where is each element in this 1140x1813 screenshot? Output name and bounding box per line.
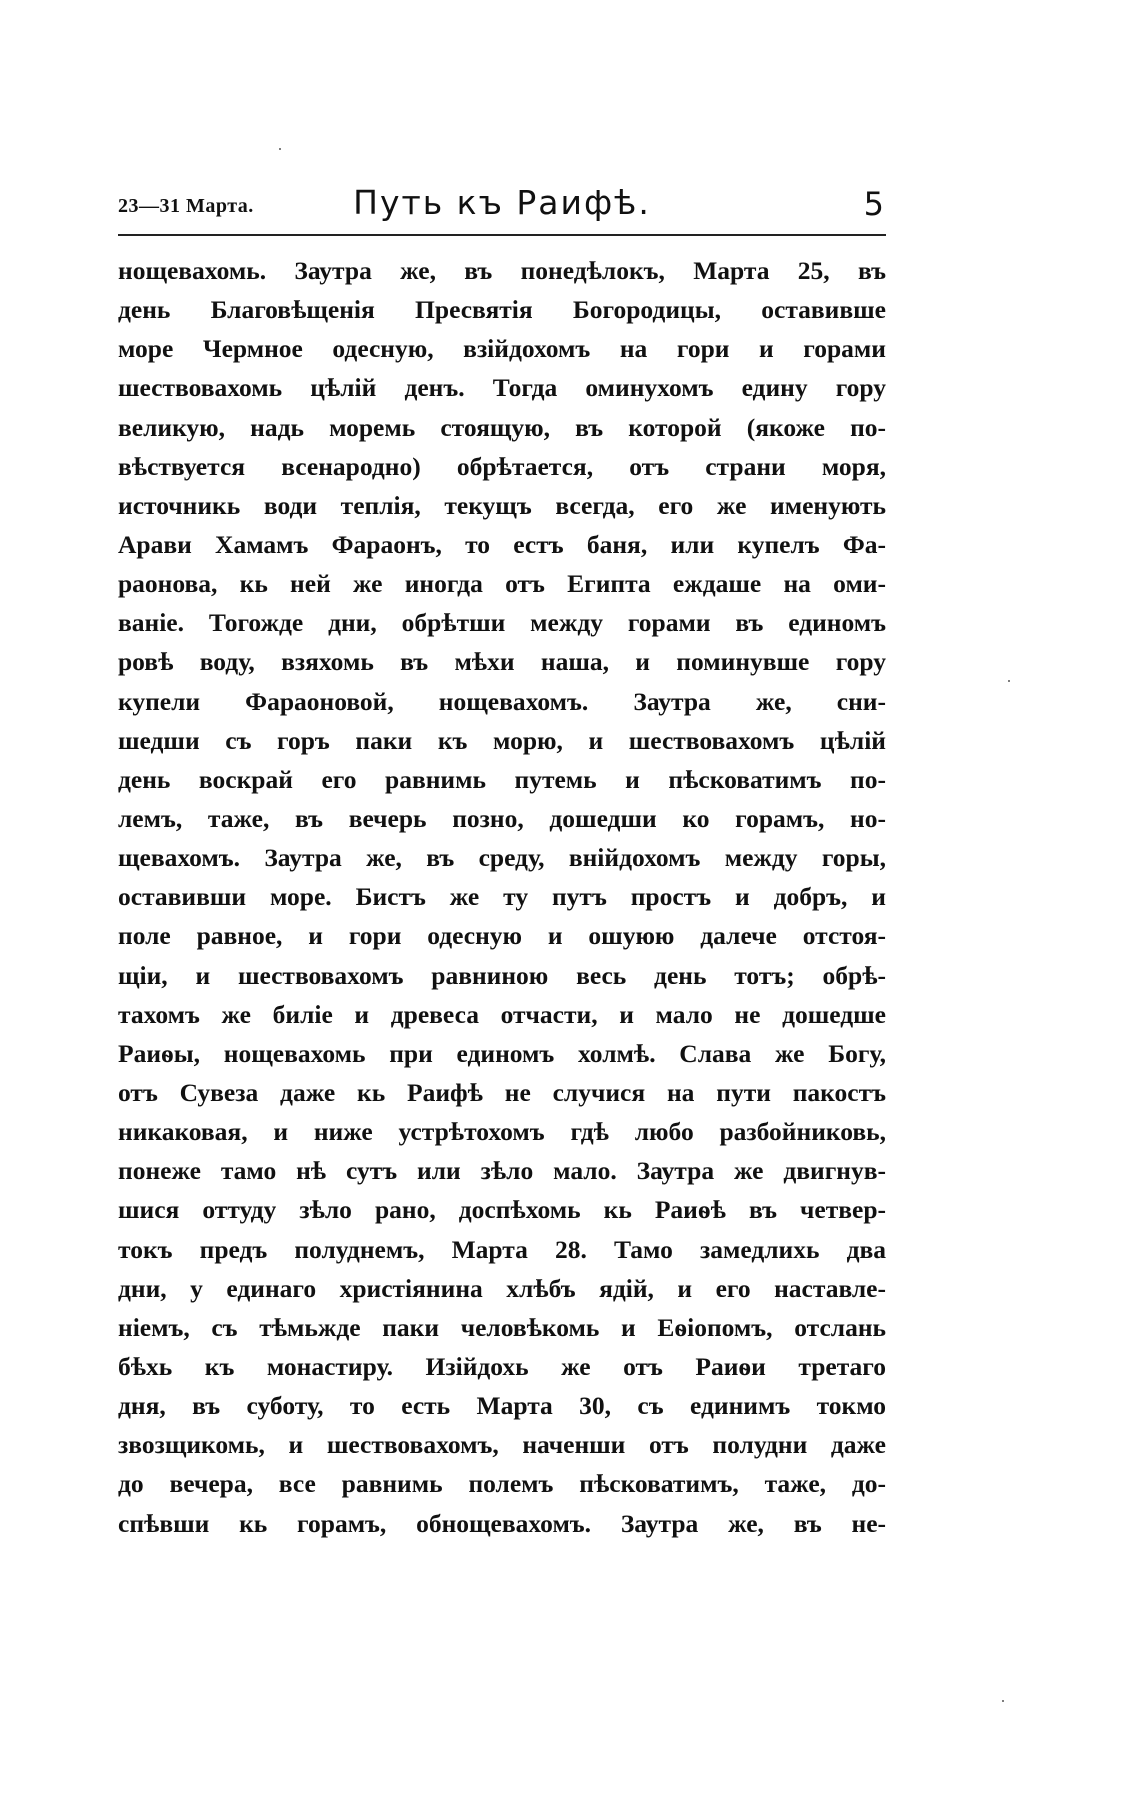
text-line: тахомъ же биліе и древеса отчасти, и мало не дошедше: [118, 999, 886, 1029]
scan-speck: [1008, 680, 1010, 682]
header-rule: [118, 234, 886, 236]
text-line: шествовахомь цѣлій денъ. Тогда оминухомъ едину гору: [118, 373, 886, 403]
text-line: источникь води теплія, текущъ всегда, его же именують: [118, 490, 886, 520]
text-line: купели Фараоновой, нощевахомъ. Заутра же, сни-: [118, 686, 886, 716]
scan-speck: [1002, 1700, 1004, 1702]
text-line: токъ предъ полуднемъ, Марта 28. Тамо замедлихь два: [118, 1234, 886, 1264]
text-line: лемъ, таже, въ вечерь позно, дошедши ко горамъ, но-: [118, 803, 886, 833]
scan-speck: [279, 148, 281, 150]
text-line: отъ Сувеза даже кь Раифѣ не случися на пути пакостъ: [118, 1077, 886, 1107]
running-head: [118, 183, 886, 233]
text-line: вѣствуется всенародно) обрѣтается, отъ страни моря,: [118, 451, 886, 481]
running-head-title: Путь къ Раифѣ.: [353, 183, 651, 222]
text-line: щевахомъ. Заутра же, въ среду, внійдохомъ между горы,: [118, 843, 886, 873]
text-line: до вечера, все равнимь полемъ пѣсковатимъ, таже, до-: [118, 1469, 886, 1499]
text-line: бѣхь къ монастиру. Изійдохь же отъ Раиѳи третаго: [118, 1351, 886, 1381]
text-line: дня, въ суботу, то есть Марта 30, съ единимъ токмо: [118, 1391, 886, 1421]
text-line: нощевахомь. Заутра же, въ понедѣлокъ, Марта 25, въ: [118, 256, 886, 285]
text-line: никаковая, и ниже устрѣтохомъ гдѣ любо разбойниковь,: [118, 1117, 886, 1147]
text-line: поле равное, и гори одесную и ошуюю далече отстоя-: [118, 921, 886, 951]
running-head-date-range: 23—31 Марта.: [118, 195, 254, 217]
text-line: ваніе. Тогожде дни, обрѣтши между горами въ единомъ: [118, 608, 886, 638]
text-line: Раиѳы, нощевахомь при единомъ холмѣ. Слава же Богу,: [118, 1038, 886, 1068]
text-line: дни, у единаго христіянина хлѣбъ ядій, и его наставле-: [118, 1273, 886, 1303]
text-line: спѣвши кь горамъ, обнощевахомъ. Заутра же, въ не-: [118, 1508, 886, 1538]
body-text: [118, 251, 886, 1543]
text-line: шися оттуду зѣло рано, доспѣхомь кь Раиѳѣ въ четвер-: [118, 1195, 886, 1225]
text-line: понеже тамо нѣ сутъ или зѣло мало. Заутра же двигнув-: [118, 1156, 886, 1186]
text-line: великую, надь моремь стоящую, въ которой (якоже по-: [118, 412, 886, 442]
text-line: море Чермное одесную, взійдохомъ на гори и горами: [118, 334, 886, 364]
text-line: шедши съ горъ паки къ морю, и шествовахомъ цѣлій: [118, 725, 886, 755]
text-line: Арави Хамамъ Фараонъ, то естъ баня, или купелъ Фа-: [118, 529, 886, 559]
text-line: день воскрай его равнимь путемь и пѣсковатимъ по-: [118, 764, 886, 794]
text-line: оставивши море. Бистъ же ту путъ простъ и добръ, и: [118, 882, 886, 912]
text-line: ніемъ, съ тѣмьжде паки человѣкомь и Еѳіопомъ, отслань: [118, 1312, 886, 1342]
text-line: ровѣ воду, взяхомь въ мѣхи наша, и поминувше гору: [118, 647, 886, 677]
text-line: раонова, кь ней же иногда отъ Египта еждаше на оми-: [118, 569, 886, 599]
page-number: 5: [863, 185, 884, 223]
text-line: щіи, и шествовахомъ равниною весь день тотъ; обрѣ-: [118, 960, 886, 990]
text-line: день Благовѣщенія Пресвятія Богородицы, оставивше: [118, 295, 886, 325]
text-line: звозщикомь, и шествовахомъ, наченши отъ полудни даже: [118, 1430, 886, 1460]
